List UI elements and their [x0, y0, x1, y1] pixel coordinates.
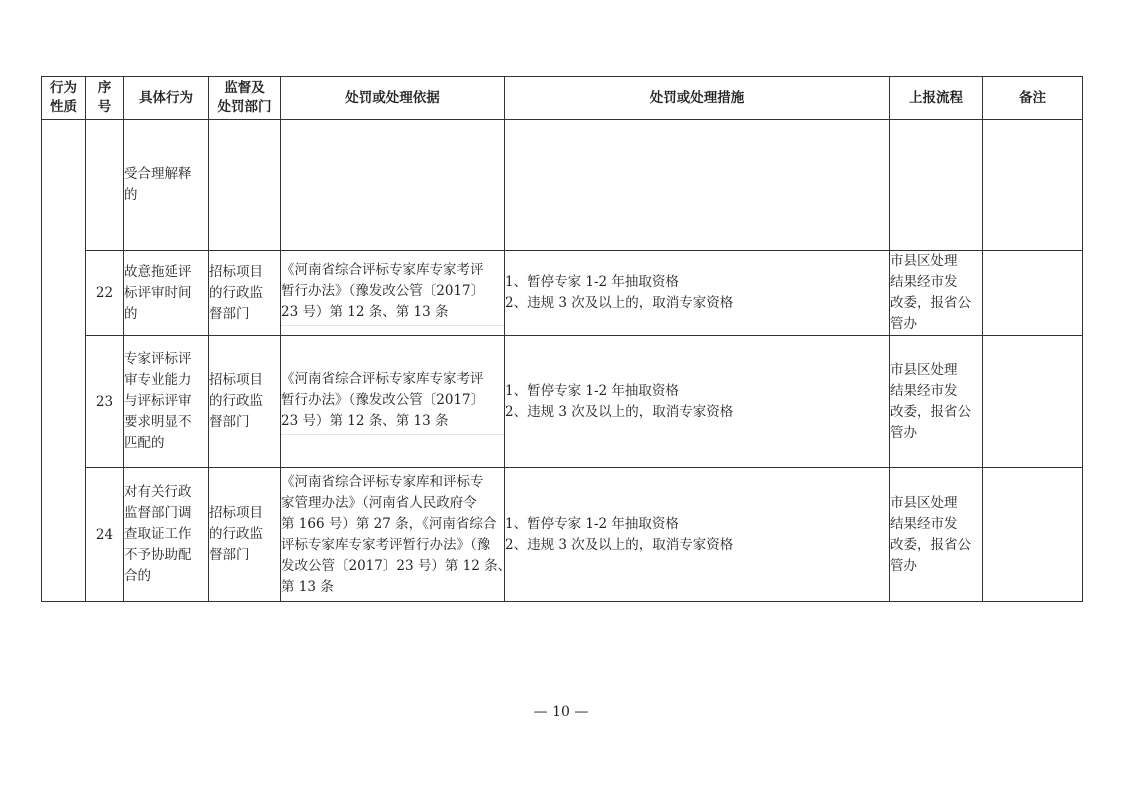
nature-cell	[42, 120, 86, 602]
dept-cell: 招标项目 的行政监 督部门	[209, 336, 281, 468]
behavior-cell: 故意拖延评 标评审时间 的	[124, 251, 209, 336]
process-cell: 市县区处理 结果经市发 改委，报省公 管办	[890, 251, 983, 336]
header-basis: 处罚或处理依据	[281, 77, 505, 120]
basis-text: 《河南省综合评标专家库专家考评 暂行办法》（豫发改公管〔2017〕 23 号）第 12 条、第 13 条	[281, 260, 504, 326]
basis-cell	[281, 120, 505, 251]
basis-cell: 《河南省综合评标专家库和评标专 家管理办法》（河南省人民政府令 第 166 号）第 27 条，《河南省综合 评标专家库专家考评暂行办法》（豫 发改公管〔2017〕23 号）第 12 条、 第 13 条	[281, 468, 505, 602]
process-cell	[890, 120, 983, 251]
measures-cell	[505, 120, 890, 251]
header-process: 上报流程	[890, 77, 983, 120]
table-row	[42, 251, 1083, 336]
basis-text: 《河南省综合评标专家库专家考评 暂行办法》（豫发改公管〔2017〕 23 号）第 12 条、第 13 条	[281, 369, 504, 435]
table-row	[42, 468, 1083, 602]
measures-cell: 1、暂停专家 1-2 年抽取资格 2、违规 3 次及以上的，取消专家资格	[505, 336, 890, 468]
measures-cell: 1、暂停专家 1-2 年抽取资格 2、违规 3 次及以上的，取消专家资格	[505, 251, 890, 336]
seq-cell: 22	[86, 251, 124, 336]
header-nature: 行为 性质	[42, 77, 86, 120]
basis-cell	[281, 251, 505, 336]
penalty-table	[41, 76, 1083, 602]
table-row-continued	[42, 120, 1083, 251]
remarks-cell	[983, 120, 1083, 251]
remarks-cell	[983, 336, 1083, 468]
seq-cell: 23	[86, 336, 124, 468]
dept-cell: 招标项目 的行政监 督部门	[209, 468, 281, 602]
behavior-cell: 对有关行政 监督部门调 查取证工作 不予协助配 合的	[124, 468, 209, 602]
table-header-row	[42, 77, 1083, 120]
remarks-cell	[983, 468, 1083, 602]
page-number: — 10 —	[533, 704, 589, 720]
behavior-cell: 受合理解释 的	[124, 120, 209, 251]
header-measures: 处罚或处理措施	[505, 77, 890, 120]
behavior-cell: 专家评标评 审专业能力 与评标评审 要求明显不 匹配的	[124, 336, 209, 468]
measures-cell: 1、暂停专家 1-2 年抽取资格 2、违规 3 次及以上的，取消专家资格	[505, 468, 890, 602]
dept-cell: 招标项目 的行政监 督部门	[209, 251, 281, 336]
table-row	[42, 336, 1083, 468]
header-remarks: 备注	[983, 77, 1083, 120]
seq-cell	[86, 120, 124, 251]
header-behavior: 具体行为	[124, 77, 209, 120]
seq-cell: 24	[86, 468, 124, 602]
basis-cell	[281, 336, 505, 468]
remarks-cell	[983, 251, 1083, 336]
dept-cell	[209, 120, 281, 251]
header-seq: 序 号	[86, 77, 124, 120]
process-cell: 市县区处理 结果经市发 改委，报省公 管办	[890, 336, 983, 468]
process-cell: 市县区处理 结果经市发 改委，报省公 管办	[890, 468, 983, 602]
header-dept: 监督及 处罚部门	[209, 77, 281, 120]
